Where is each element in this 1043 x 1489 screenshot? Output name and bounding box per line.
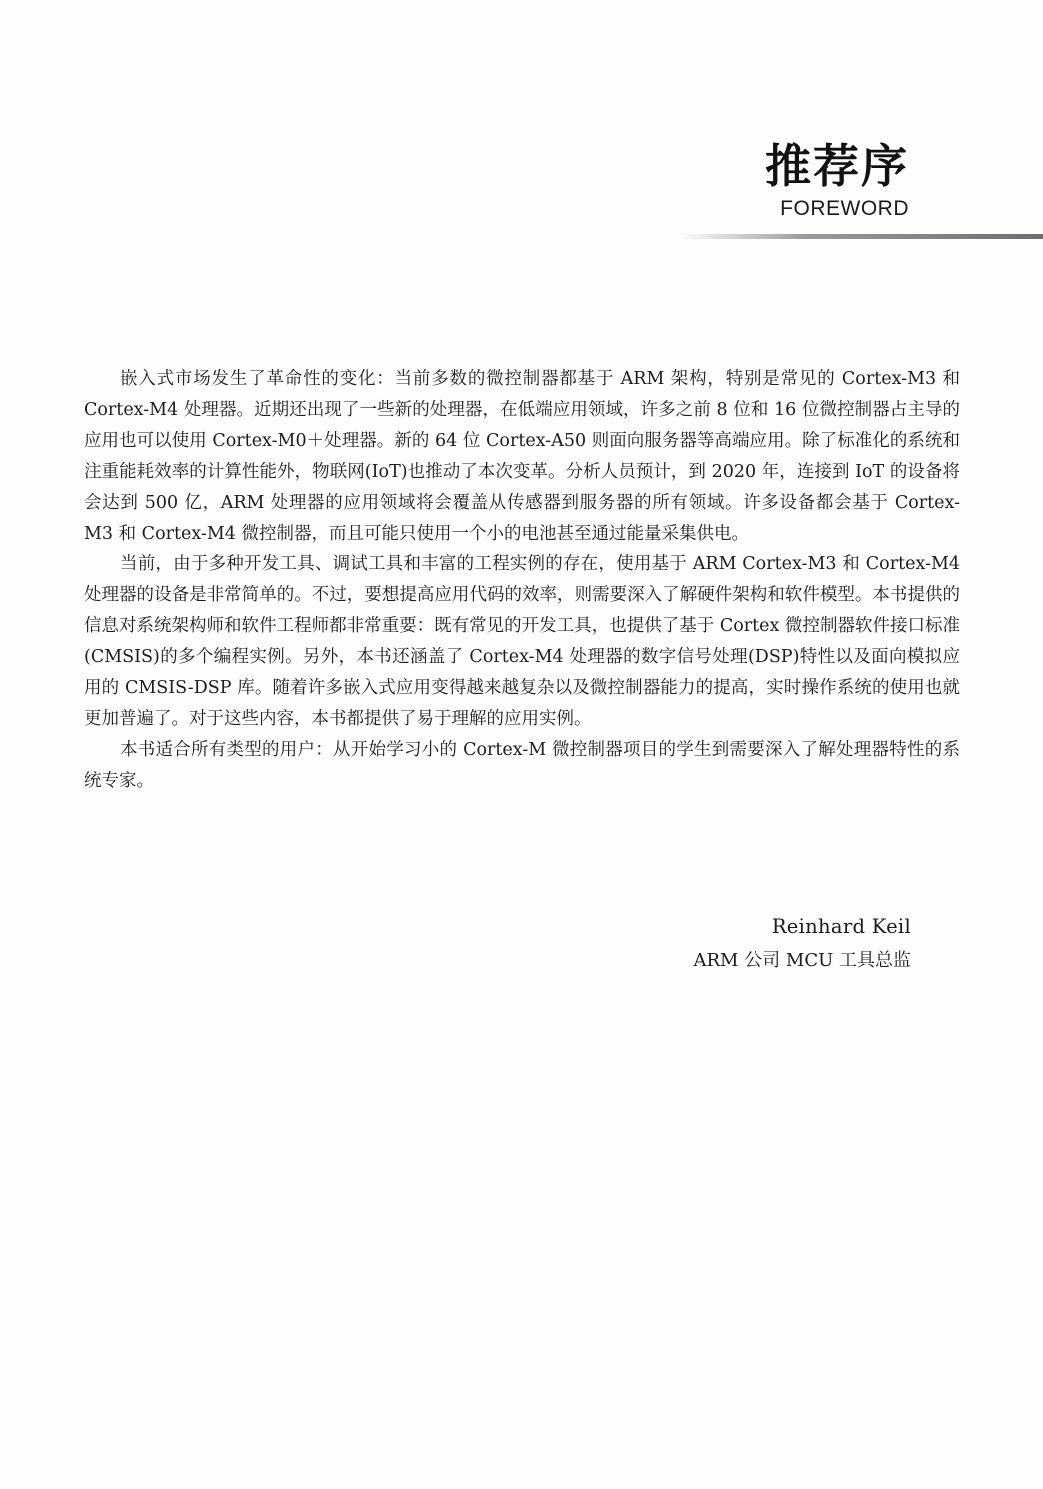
paragraph: 当前，由于多种开发工具、调试工具和丰富的工程实例的存在，使用基于 ARM Cortex-M3 和 Cortex-M4 处理器的设备是非常简单的。不过，要想提高应用代码的效率，则需要深入了解硬件架构和软件模型。本书提供的信息对系统架构师和软件工程师都非常重要：既有常见的开发工具，也提供了基于 Cortex 微控制器软件接口标准(CMSIS)的多个编程实例。另外，本书还涵盖了 Cortex-M4 处理器的数字信号处理(DSP)特性以及面向模拟应用的 CMSIS-DSP 库。随着许多嵌入式应用变得越来越复杂以及微控制器能力的提高，实时操作系统的使用也就更加普遍了。对于这些内容，本书都提供了易于理解的应用实例。 [84, 554, 960, 729]
page-heading [765, 138, 909, 222]
heading-divider [680, 234, 1043, 239]
foreword-body [84, 364, 960, 797]
author-name: Reinhard Keil [771, 915, 911, 938]
page-title: 推荐序 [765, 139, 909, 193]
author-title: ARM 公司 MCU 工具总监 [693, 950, 911, 971]
page-subtitle: FOREWORD [780, 197, 909, 220]
paragraph: 嵌入式市场发生了革命性的变化：当前多数的微控制器都基于 ARM 架构，特别是常见的 Cortex-M3 和 Cortex-M4 处理器。近期还出现了一些新的处理器，在低端应用领域，许多之前 8 位和 16 位微控制器占主导的应用也可以使用 Cortex-M0＋处理器。新的 64 位 Cortex-A50 则面向服务器等高端应用。除了标准化的系统和注重能耗效率的计算性能外，物联网(IoT)也推动了本次变革。分析人员预计，到 2020 年，连接到 IoT 的设备将会达到 500 亿，ARM 处理器的应用领域将会覆盖从传感器到服务器的所有领域。许多设备都会基于 Cortex-M3 和 Cortex-M4 微控制器，而且可能只使用一个小的电池甚至通过能量采集供电。 [84, 369, 960, 544]
signature-block [693, 912, 911, 976]
paragraph: 本书适合所有类型的用户：从开始学习小的 Cortex-M 微控制器项目的学生到需要深入了解处理器特性的系统专家。 [84, 739, 960, 791]
